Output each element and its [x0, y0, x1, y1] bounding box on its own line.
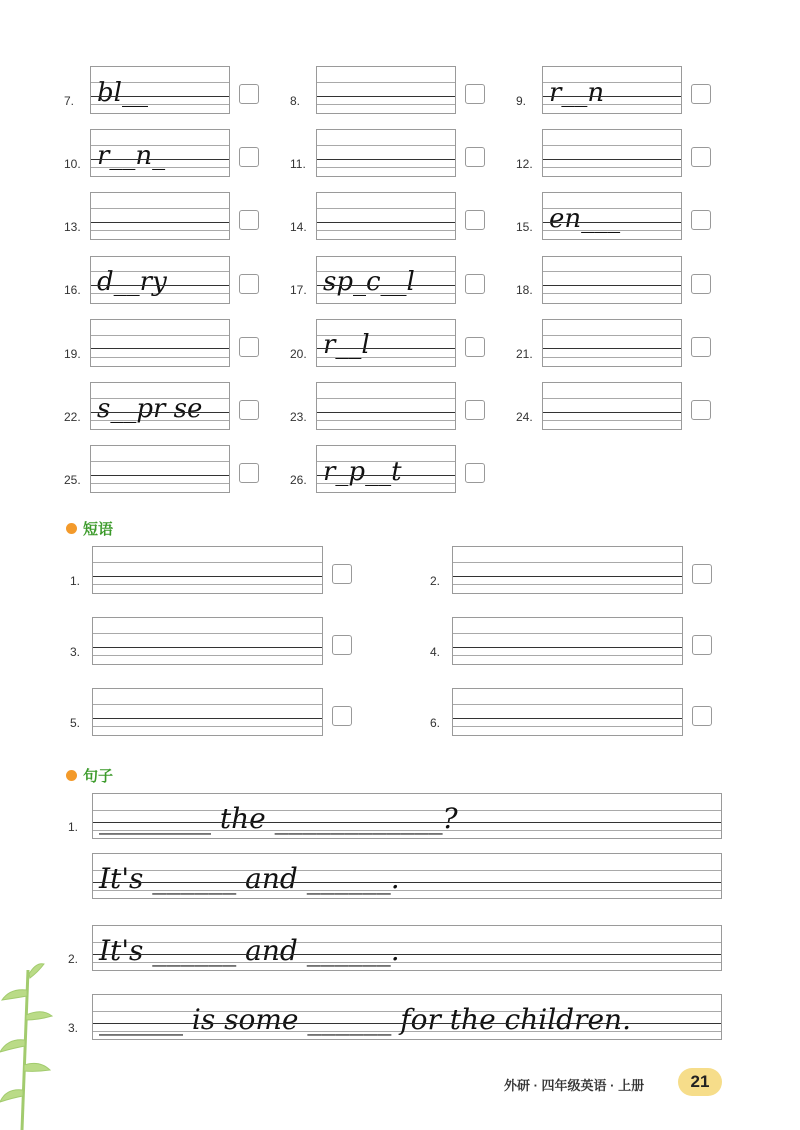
item-number: 3. — [70, 644, 81, 659]
item-number: 26. — [290, 473, 307, 488]
handwritten-prompt: r__l — [323, 330, 370, 361]
answer-checkbox[interactable] — [691, 210, 711, 230]
writing-lines[interactable] — [316, 129, 456, 177]
answer-checkbox[interactable] — [465, 147, 485, 167]
answer-checkbox[interactable] — [465, 274, 485, 294]
answer-checkbox[interactable] — [239, 337, 259, 357]
book-title: 外研 · 四年级英语 · 上册 — [504, 1078, 645, 1093]
item-number: 12. — [516, 157, 533, 172]
handwritten-prompt: sp_c__l — [323, 267, 415, 298]
writing-lines[interactable] — [90, 129, 230, 177]
answer-checkbox[interactable] — [691, 147, 711, 167]
writing-lines[interactable] — [92, 617, 323, 665]
handwritten-prompt: r__n_ — [97, 140, 166, 171]
item-number: 15. — [516, 220, 533, 235]
item-number: 4. — [430, 644, 441, 659]
item-number: 17. — [290, 283, 307, 298]
handwriting-lines[interactable] — [92, 853, 722, 899]
handwritten-prompt: s__pr se — [97, 393, 203, 424]
handwriting-lines[interactable] — [92, 793, 722, 839]
writing-lines[interactable] — [90, 192, 230, 240]
answer-checkbox[interactable] — [239, 84, 259, 104]
answer-checkbox[interactable] — [465, 337, 485, 357]
writing-lines[interactable] — [542, 192, 682, 240]
handwritten-prompt: ________ the ____________? — [99, 801, 458, 835]
writing-lines[interactable] — [542, 66, 682, 114]
answer-checkbox[interactable] — [465, 400, 485, 420]
writing-lines[interactable] — [316, 445, 456, 493]
writing-lines[interactable] — [316, 256, 456, 304]
handwriting-lines[interactable] — [92, 994, 722, 1040]
handwritten-prompt: r__n — [549, 77, 605, 108]
bullet-icon — [66, 770, 77, 781]
answer-checkbox[interactable] — [239, 463, 259, 483]
writing-lines[interactable] — [542, 319, 682, 367]
page-number: 21 — [678, 1068, 722, 1096]
answer-checkbox[interactable] — [691, 400, 711, 420]
handwritten-prompt: en___ — [549, 204, 621, 235]
writing-lines[interactable] — [542, 382, 682, 430]
writing-lines[interactable] — [542, 129, 682, 177]
item-number: 13. — [64, 220, 81, 235]
answer-checkbox[interactable] — [465, 210, 485, 230]
item-number: 18. — [516, 283, 533, 298]
item-number: 23. — [290, 409, 307, 424]
item-number: 14. — [290, 220, 307, 235]
item-number: 19. — [64, 346, 81, 361]
item-number: 10. — [64, 157, 81, 172]
item-number: 16. — [64, 283, 81, 298]
item-number: 7. — [64, 93, 75, 108]
item-number: 22. — [64, 409, 81, 424]
item-number: 2. — [68, 951, 79, 966]
answer-checkbox[interactable] — [691, 337, 711, 357]
answer-checkbox[interactable] — [465, 463, 485, 483]
writing-lines[interactable] — [90, 382, 230, 430]
handwritten-prompt: ______ is some ______ for the children. — [99, 1002, 631, 1036]
writing-lines[interactable] — [542, 256, 682, 304]
item-number: 6. — [430, 715, 441, 730]
handwritten-prompt: It's ______ and ______. — [99, 861, 400, 895]
item-number: 2. — [430, 573, 441, 588]
item-number: 1. — [68, 819, 79, 834]
writing-lines[interactable] — [92, 688, 323, 736]
handwritten-prompt: It's ______ and ______. — [99, 933, 400, 967]
item-number: 21. — [516, 346, 533, 361]
handwriting-lines[interactable] — [92, 925, 722, 971]
writing-lines[interactable] — [90, 66, 230, 114]
answer-checkbox[interactable] — [332, 635, 352, 655]
item-number: 11. — [290, 157, 306, 172]
answer-checkbox[interactable] — [692, 564, 712, 584]
item-number: 20. — [290, 346, 307, 361]
item-number: 5. — [70, 715, 81, 730]
answer-checkbox[interactable] — [332, 706, 352, 726]
item-number: 3. — [68, 1020, 79, 1035]
item-number: 1. — [70, 573, 81, 588]
phrases-heading: 短语 — [66, 518, 113, 539]
writing-lines[interactable] — [452, 688, 683, 736]
writing-lines[interactable] — [452, 546, 683, 594]
bamboo-decoration-icon — [0, 960, 60, 1130]
handwritten-prompt: r_p__t — [323, 456, 402, 487]
writing-lines[interactable] — [90, 445, 230, 493]
answer-checkbox[interactable] — [692, 635, 712, 655]
sentences-heading: 句子 — [66, 765, 113, 786]
writing-lines[interactable] — [316, 319, 456, 367]
answer-checkbox[interactable] — [239, 210, 259, 230]
writing-lines[interactable] — [316, 192, 456, 240]
answer-checkbox[interactable] — [691, 84, 711, 104]
handwritten-prompt: bl__ — [97, 77, 157, 108]
item-number: 25. — [64, 473, 81, 488]
writing-lines[interactable] — [316, 66, 456, 114]
answer-checkbox[interactable] — [692, 706, 712, 726]
answer-checkbox[interactable] — [691, 274, 711, 294]
answer-checkbox[interactable] — [332, 564, 352, 584]
item-number: 9. — [516, 93, 527, 108]
writing-lines[interactable] — [90, 319, 230, 367]
item-number: 24. — [516, 409, 533, 424]
answer-checkbox[interactable] — [465, 84, 485, 104]
writing-lines[interactable] — [90, 256, 230, 304]
writing-lines[interactable] — [452, 617, 683, 665]
answer-checkbox[interactable] — [239, 274, 259, 294]
writing-lines[interactable] — [92, 546, 323, 594]
handwritten-prompt: d__ry — [97, 267, 167, 298]
answer-checkbox[interactable] — [239, 147, 259, 167]
item-number: 8. — [290, 93, 301, 108]
bullet-icon — [66, 523, 77, 534]
answer-checkbox[interactable] — [239, 400, 259, 420]
writing-lines[interactable] — [316, 382, 456, 430]
